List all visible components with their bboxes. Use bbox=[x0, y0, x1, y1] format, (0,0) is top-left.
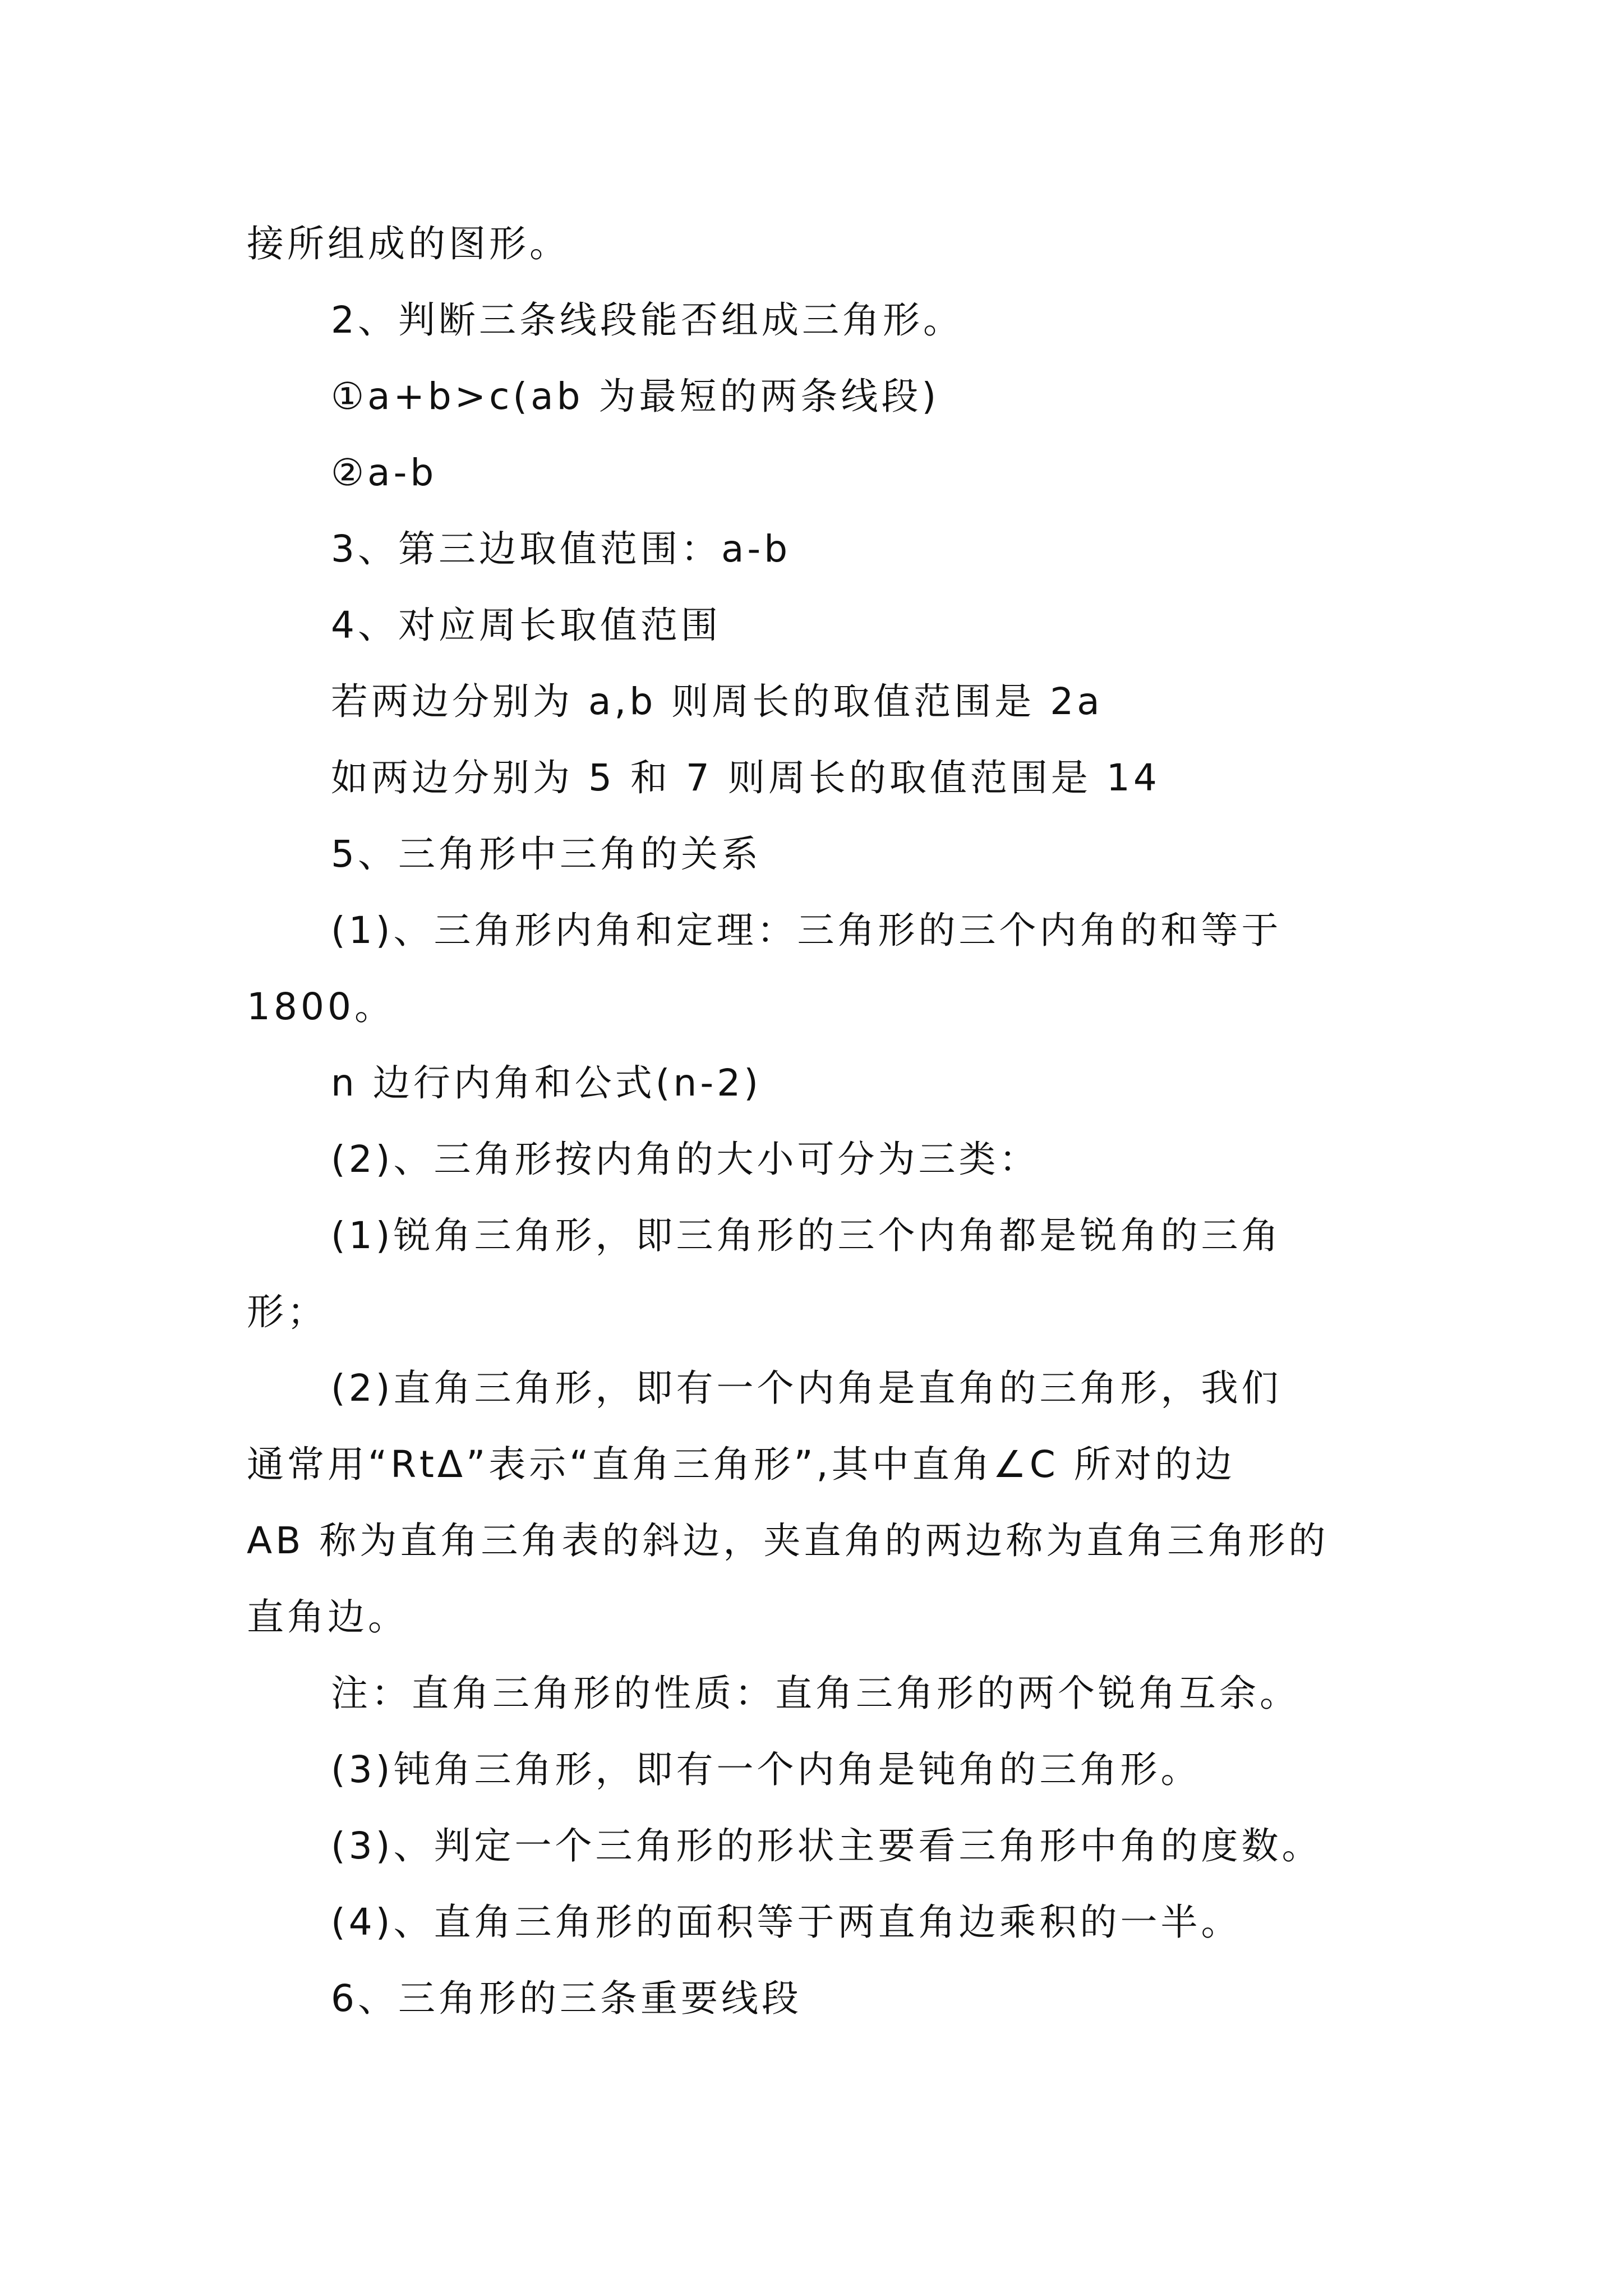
text-line: 如两边分别为 5 和 7 则周长的取值范围是 14 bbox=[331, 756, 1160, 799]
text-line: (3)、判定一个三角形的形状主要看三角形中角的度数。 bbox=[331, 1824, 1322, 1867]
text-line: 1800。 bbox=[247, 985, 395, 1028]
text-line: 6、三角形的三条重要线段 bbox=[331, 1977, 802, 2020]
text-line: (2)直角三角形，即有一个内角是直角的三角形，我们 bbox=[331, 1366, 1282, 1410]
text-line: 形； bbox=[247, 1290, 328, 1333]
text-line: (4)、直角三角形的面积等于两直角边乘积的一半。 bbox=[331, 1901, 1242, 1944]
text-line: 4、对应周长取值范围 bbox=[331, 604, 721, 647]
text-line: 2、判断三条线段能否组成三角形。 bbox=[331, 298, 963, 342]
text-line: (2)、三角形按内角的大小可分为三类： bbox=[331, 1138, 1040, 1181]
text-line: 若两边分别为 a,b 则周长的取值范围是 2a bbox=[331, 680, 1103, 723]
text-line: (1)锐角三角形，即三角形的三个内角都是锐角的三角 bbox=[331, 1214, 1282, 1257]
text-line: 通常用“RtΔ”表示“直角三角形”,其中直角∠C 所对的边 bbox=[247, 1443, 1235, 1486]
text-line: ①a+b>c(ab 为最短的两条线段) bbox=[331, 375, 940, 418]
text-line: AB 称为直角三角表的斜边，夹直角的两边称为直角三角形的 bbox=[247, 1519, 1329, 1562]
text-line: ②a-b bbox=[331, 451, 437, 494]
text-line: 接所组成的图形。 bbox=[247, 222, 570, 265]
text-line: 5、三角形中三角的关系 bbox=[331, 832, 762, 876]
text-line: 注：直角三角形的性质：直角三角形的两个锐角互余。 bbox=[331, 1672, 1300, 1715]
text-line: (1)、三角形内角和定理：三角形的三个内角的和等于 bbox=[331, 909, 1282, 952]
text-line: 直角边。 bbox=[247, 1595, 408, 1639]
text-line: n 边行内角和公式(n-2) bbox=[331, 1061, 762, 1105]
text-line: (3)钝角三角形，即有一个内角是钝角的三角形。 bbox=[331, 1748, 1201, 1791]
text-line: 3、第三边取值范围：a-b bbox=[331, 527, 791, 570]
